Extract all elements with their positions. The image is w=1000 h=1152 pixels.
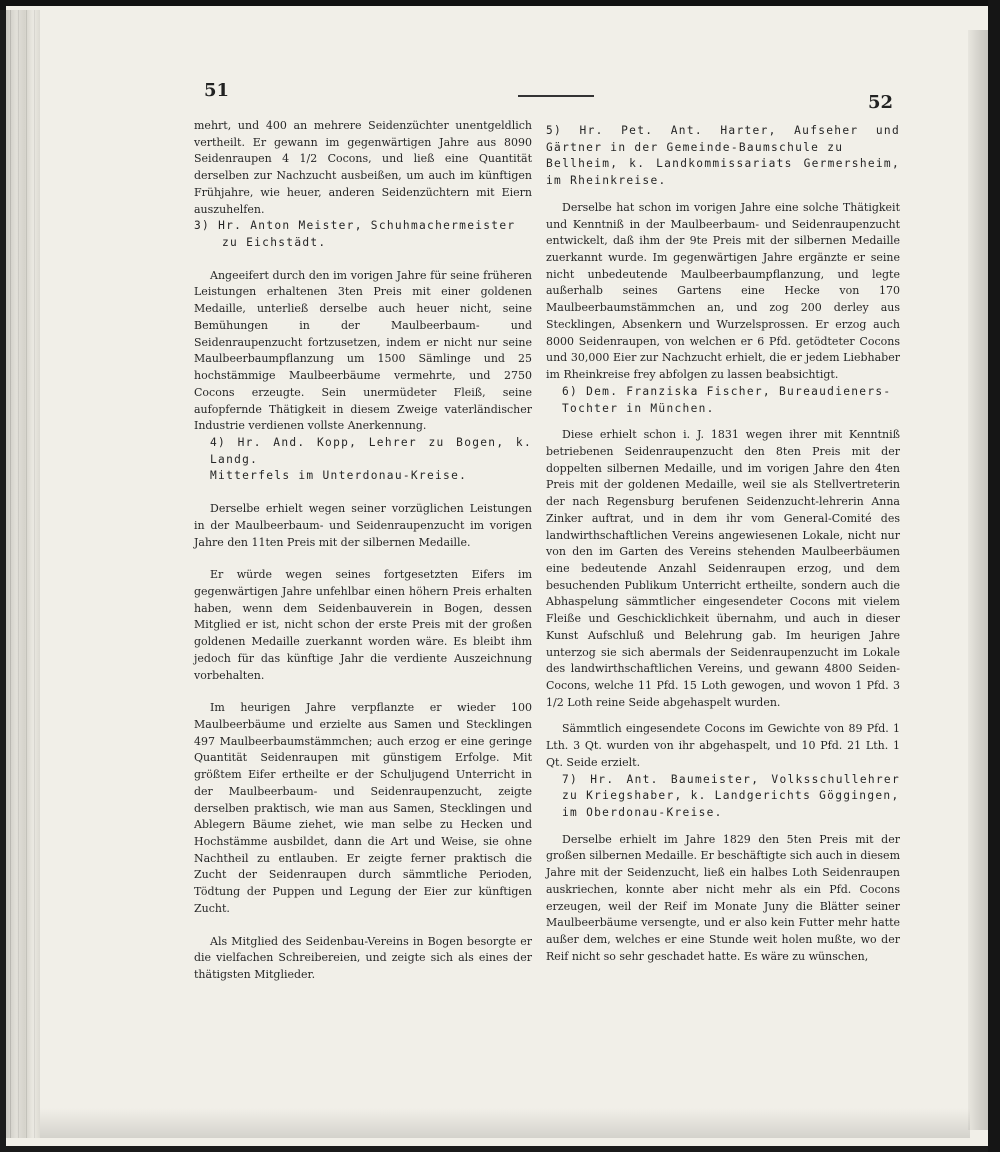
page-number-right: 52 (868, 92, 894, 113)
paragraph: Er würde wegen seines fortgesetzten Eifers im gegenwärtigen Jahre unfehlbar einen höhern Preis erhalten haben, wenn dem Seidenbauverein in Bogen, dessen Mitglied er ist, nicht schon der erste Preis mit der großen goldenen Medaille zuerkannt worden wäre. Es bleibt ihm jedoch für das künftige Jahr die verdiente Auszeichnung vorbehalten. (194, 568, 532, 682)
paragraph: Sämmtlich eingesendete Cocons im Gewichte von 89 Pfd. 1 Lth. 3 Qt. wurden von ihr abgehaspelt, und 10 Pfd. 21 Lth. 1 Qt. Seide erzielt. (546, 722, 900, 769)
heading-line: 5) Hr. Pet. Ant. Harter, Aufseher und Gärtner in der Gemeinde-Baumschule zu (546, 124, 900, 154)
heading-line: 7) Hr. Ant. Baumeister, Volksschullehrer zu Kriegshaber, k. Landgerichts Göggingen, (562, 772, 900, 803)
right-column (546, 123, 900, 966)
heading-line: 6) Dem. Franziska Fischer, Bureaudieners- (562, 384, 892, 398)
entry-heading-5 (546, 123, 900, 190)
book-page-edge-right (968, 30, 988, 1130)
paragraph: Derselbe hat schon im vorigen Jahre eine solche Thätigkeit und Kenntniß in der Maulbeerbaum- und Seidenraupenzucht entwickelt, daß ihm der 9te Preis mit der silbernen Medaille zuerkannt wurde. Im gegenwärtigen Jahre ergänzte er seine nicht unbedeutende Maulbeerbaumpflanzung, und legte außerhalb seines Gartens eine Hecke von 170 Maulbeerbaumstämmchen an, und zog 200 derley aus Stecklingen, Absenkern und Wurzelsprossen. Er erzog auch 8000 Seidenraupen, von welchen er 6 Pfd. getödteter Cocons und 30,000 Eier zur Nachzucht erhielt, die er jedem Liebhaber im Rheinkreise frey abfolgen zu lassen beabsichtigt. (546, 200, 900, 382)
heading-line: Mitterfels im Unterdonau-Kreise. (210, 469, 468, 483)
page-bottom-shadow (40, 1108, 970, 1138)
entry-heading-6 (546, 384, 900, 417)
heading-line: 3) Hr. Anton Meister, Schuhmachermeister (194, 219, 516, 233)
heading-line: Tochter in München. (562, 401, 715, 415)
header-rule (518, 95, 594, 97)
heading-line: Bellheim, k. Landkommissariats Germersheim, im Rheinkreise. (546, 157, 900, 188)
book-page-edges-left (6, 10, 40, 1138)
scan-border-right (988, 0, 1000, 1152)
heading-line: zu Eichstädt. (222, 236, 327, 250)
paragraph: Diese erhielt schon i. J. 1831 wegen ihrer mit Kenntniß betriebenen Seidenraupenzucht den 8ten Preis mit der doppelten silbernen Medaille, und im vorigen Jahre den 4ten Preis mit der goldenen Medaille, weil sie als Stellvertreterin der nach Regensburg berufenen Seidenzucht-lehrerin Anna Zinker auftrat, und in dem ihr vom General-Comité des landwirthschaftlichen Vereins angewiesenen Lokale, nicht nur von den im Garten des Vereins stehenden Maulbeerbäumen eine bedeutende Anzahl Seidenraupen erzog, und dem besuchenden Publikum Unterricht ertheilte, sondern auch die Abhaspelung sämmtlicher eingesendeter Cocons mit vielem Fleiße und Geschicklichkeit übernahm, und auch in dieser Kunst Aufschluß und Belehrung gab. Im heurigen Jahre unterzog sie sich abermals der Seidenraupenzucht im Lokale des landwirthschaftlichen Vereins, und gewann 4800 Seiden-Cocons, welche 11 Pfd. 15 Loth gewogen, und wovon 1 Pfd. 3 1/2 Loth reine Seide abgehaspelt wurden. (546, 428, 900, 709)
heading-line: 4) Hr. And. Kopp, Lehrer zu Bogen, k. Landg. (210, 435, 532, 466)
paragraph: Im heurigen Jahre verpflanzte er wieder 100 Maulbeerbäume und erzielte aus Samen und Stecklingen 497 Maulbeerbaumstämmchen; auch erzog er eine geringe Quantität Seidenraupen mit günstigem Erfolge. Mit größtem Eifer ertheilte er der Schuljugend Unterricht in der Maulbeerbaum- und Seidenraupenzucht, zeigte derselben praktisch, wie man aus Samen, Stecklingen und Ablegern Bäume ziehet, wie man selbe zu Hecken und Hochstämme ausbildet, dann die Art und Weise, sie ohne Nachtheil zu entlauben. Er zeigte ferner praktisch die Zucht der Seidenraupen durch sämmtliche Perioden, Tödtung der Puppen und Legung der Eier zur künftigen Zucht. (194, 701, 532, 915)
left-column (194, 118, 532, 984)
paragraph: Angeeifert durch den im vorigen Jahre für seine früheren Leistungen erhaltenen 3ten Preis mit einer goldenen Medaille, unterließ derselbe auch heuer nicht, seine Bemühungen in der Maulbeerbaum- und Seidenraupenzucht fortzusetzen, indem er nicht nur seine Maulbeerbaumpflanzung um 1500 Sämlinge und 25 hochstämmige Maulbeerbäume vermehrte, und 2750 Cocons erzeugte. Sein unermüdeter Fleiß, seine aufopfernde Thätigkeit in diesem Zweige vaterländischer Industrie verdienen vollste Anerkennung. (194, 268, 532, 433)
page-number-left: 51 (204, 80, 230, 101)
heading-line: im Oberdonau-Kreise. (562, 806, 723, 820)
entry-heading-4 (194, 435, 532, 485)
entry-heading-7 (546, 772, 900, 822)
paragraph: Derselbe erhielt wegen seiner vorzüglichen Leistungen in der Maulbeerbaum- und Seidenraupenzucht im vorigen Jahre den 11ten Preis mit der silbernen Medaille. (194, 502, 532, 549)
paragraph: Als Mitglied des Seidenbau-Vereins in Bogen besorgte er die vielfachen Schreibereien, und zeigte sich als eines der thätigsten Mitglieder. (194, 934, 532, 982)
entry-heading-3 (194, 218, 532, 251)
paragraph: Derselbe erhielt im Jahre 1829 den 5ten Preis mit der großen silbernen Medaille. Er beschäftigte sich auch in diesem Jahre mit der Seidenzucht, ließ ein halbes Loth Seidenraupen auskriechen, konnte aber nicht mehr als ein Pfd. Cocons erzeugen, weil der Reif im Monate Juny die Blätter seiner Maulbeerbäume versengte, und er also kein Futter mehr hatte außer dem, welches er eine Stunde weit holen mußte, wo der Reif nicht so sehr geschadet hatte. Es wäre zu wünschen, (546, 832, 900, 963)
paragraph: mehrt, und 400 an mehrere Seidenzüchter unentgeldlich vertheilt. Er gewann im gegenwärtigen Jahre aus 8090 Seidenraupen 4 1/2 Cocons, und ließ eine Quantität derselben zur Nachzucht ausbeißen, um auch im künftigen Frühjahre, wie heuer, anderen Seidenzüchtern mit Eiern auszuhelfen. (194, 119, 532, 216)
